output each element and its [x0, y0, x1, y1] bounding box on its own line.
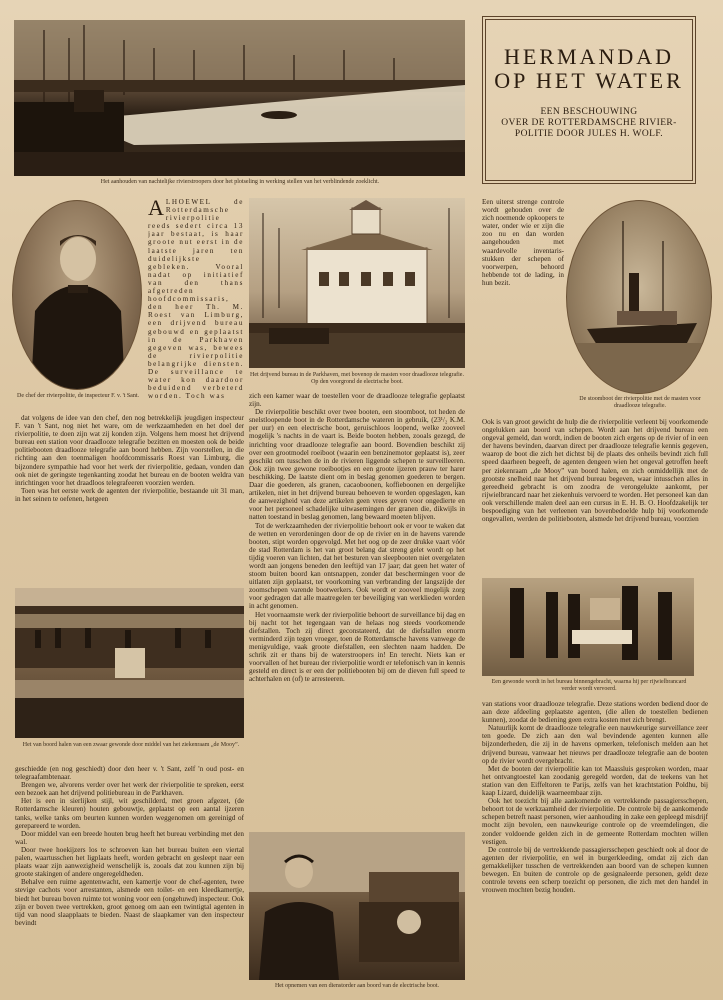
para-bezoek: Brengen we, alvorens verder over het werk der rivierpolitie te spreken, eerst een bezoek aan het drijvend politiebureau in de Parkhaven. — [15, 781, 244, 798]
para-hoekijzers: Door twee hoekijzers los te schroeven kan het bureau buiten een viertal palen, waartusschen het ligplaats heeft, worden gebracht en gesleept naar een plaats waar zijn aanwezigheid wenschelijk is, zooals dat zou kunnen zijn bij groote stakingen of andere ongeregeldheden. — [15, 845, 244, 879]
para-agentenwacht: Behalve een ruime agentenwacht, een kamertje voor de chef-agenten, twee stevige cachots voor arrestanten, alsmede een toilet- en een kleedkamertje, biedt het bureau boven ruimte tot woning voor een (ongehuwd) inspecteur. Ook zijn er boven twee vertrekken, groot genoeg om aan een twintigtal agenten in tijd van nood slaapplaats te bieden. Naast de slaapkamer van den inspecteur bevindt — [15, 878, 244, 927]
inspector-portrait — [12, 200, 142, 390]
intro-text — [148, 198, 244, 413]
dropcap: A — [148, 198, 164, 220]
para-seinen: Toen was het eerste werk de agenten der rivierpolitie, bestaande uit 31 man, in het seinen te oefenen, hetgeen — [15, 486, 244, 503]
title-line1: HERMANDAD — [504, 44, 674, 69]
column3-upper — [482, 198, 564, 428]
caption-inspector: De chef der rivierpolitie, de inspecteur F. v. 't Sant. — [16, 393, 139, 399]
caption-bureau: Het drijvend bureau in de Parkhaven, met bovenop de masten voor draadlooze telegrafie. Op den voorgrond de electrische boot. — [250, 372, 464, 385]
para-controle: Een uiterst strenge controle wordt gehouden over de zich noemende opkoopers te water, onder wie er zijn die zoo nu en dan worden aangehouden met waardevolle inventaris-stukken der schepen of voorwerpen, behoord hebbende tot de lading, in hun bezit. — [482, 198, 564, 287]
caption-steamboat: De stoomboot der rivierpolitie met de masten voor draadlooze telegrafie. — [579, 396, 701, 409]
para-maassluis: Met de booten der rivierpolitie kan tot Maassluis gesproken worden, maar het ontvangtoestel kan zoodanig geregeld worden, dat de teekens van het station van den Eiffeltoren te Parijs, zelfs van het krachtstation Poldhu, bij kaap Lizard, duidelijk waarneembaar zijn. — [482, 764, 708, 798]
subtitle-line2: OVER DE ROTTERDAMSCHE RIVIER- — [501, 118, 677, 128]
title-box — [482, 16, 696, 184]
inspector-figure — [13, 201, 142, 390]
para-hulp-ongelukken: Ook is van groot gewicht de hulp die de rivierpolitie verleent bij voorkomende ongelukken aan boord van schepen. Wordt aan het drijvend bureau een ongeval gemeld, dan wordt, indien de booten zich ergens op de rivier of in een der havens bevinden, daarvan direct per draadlooze telegrafie kennis gegeven, waarop de boot die zich het dichtst bij de plaats des onheils bevindt zich full speed daarheen begeeft, de agenten dengeen wien het ongeval getroffen heeft per ziekenraam „de Mooy” van boord halen, en zich onmiddellijk met de grootste snelheid naar het drijvend bureau begeven, waar intusschen alles in gereedheid gebracht is om zoodra de verongelukte aankomt, per rijwielbrancard naar het ziekenhuis vervoerd te worden. Het personeel kan dan ook verschillende malen deel aan een cursus in E. H. B. O. Hoofdzakelijk ter bespoediging van het verleenen van bovenbedoelde hulp bij voorkomende ongevallen, werden de politiebooten, alsmede het drijvend bureau, voorzien — [482, 418, 708, 524]
para-chef-idea: dat volgens de idee van den chef, den nog betrekkelijk jeugdigen inspecteur F. van 't Sant, nog niet het ware, om de werkzaamheden en het doel der rivierpolitie, te doen zijn wat zij konden zijn. Volgens hem moest het drijvend bureau een station voor draadlooze telegrafie bezitten en moesten ook de beide politiebooten draadlooze telegrafie aan boord hebben. Zijn voorstellen, in die richting aan den toenmaligen hoofdcommissaris Roest van Limburg, die bijzondere sympathie had voor het werk der rivierpolitie, gedaan, vonden dan ook niet de geringste tegenkanting zoodat het bureau en de booten weldra van inrichtingen voor het draadloos telegrafeeren voorzien werden. — [15, 414, 244, 487]
ship-hull — [15, 588, 244, 738]
para-surveillance: Het voornaamste werk der rivierpolitie behoort de surveillance bij dag en bij nacht tot het tegengaan van de helaas nog steeds voorkomende diefstallen. Toch zij direct geconstateerd, dat de diefstallen enorm verminderd zijn tegen vroeger, toen de Rotterdamsche havens vanwege de menigvuldige, vaak groote diefstallen, een slechten naam hadden. De schrik zit er thans bij de waterstroopers in! En terecht. Niets kan er voorvallen of het bureau der rivierpolitie wordt er telefonisch van in kennis gesteld en direct is er een der politiebooten bij om de dieven full speed te achterhalen en (of) te arresteeren. — [249, 610, 465, 684]
steamboat-scene — [567, 201, 712, 394]
para-kamer: zich een kamer waar de toestellen voor de draadlooze telegrafie geplaatst zijn. — [249, 392, 465, 409]
caption-crane: Het van boord halen van een zwaar gewonde door middel van het ziekenraam „de Mooy”. — [22, 742, 240, 748]
para-passagiers: Ook het toezicht bij alle aankomende en vertrekkende passagiersschepen, behoort tot de werkzaamheid der rivierpolitie. De controle bij de aankomende schepen betreft naast personen, wier aanhouding in zake een gepleegd misdrijf mocht zijn bevolen, een nauwkeurige controle op de vreemdelingen, die zonder voldoende gelden zich in de gemeente Rotterdam mochten willen vestigen. — [482, 797, 708, 846]
steamboat-photo — [566, 200, 712, 394]
stretcher-scene — [482, 578, 694, 676]
crane-rescue-photo — [15, 588, 244, 738]
intro-paragraph: LHOEWEL de Rotterdamsche rivierpolitie reeds sedert circa 13 jaar bestaat, is haar groote nut eerst in de laatste jaren ten duidelijkste gebleken. Vooral nadat op initiatief van den thans afgetreden hoofdcommissaris, den heer Th. M. Roest van Limburg, een drijvend bureau gebouwd en geplaatst in de Parkhaven gegeven was, bewees de rivierpolitie belangrijke diensten. De surveillance te water kon daardoor beduidend verbeterd worden. Toch was — [148, 198, 244, 401]
column1-upper — [15, 414, 244, 584]
stretcher-photo — [482, 578, 694, 676]
subtitle-line1: EEN BESCHOUWING — [540, 107, 638, 117]
floating-bureau-photo — [249, 198, 465, 368]
para-surveillance-goede: Natuurlijk komt de draadlooze telegrafie een nauwkeurige surveillance zeer ten goede. De zich aan den wal bevindende agenten kunnen alle bijzonderheden, die zij in de havens opmerken, telefonisch melden aan het drijvend bureau, vanwaar het nieuws per draadlooze telegrafie aan de booten op de rivier wordt overgebracht. — [482, 724, 708, 765]
title-line2: OP HET WATER — [494, 68, 684, 93]
bureau-scene — [249, 198, 465, 368]
caption-stretcher: Een gewonde wordt in het bureau binnengebracht, waarna hij per rijwielbrancard verder wordt vervoerd. — [491, 679, 687, 692]
harbour-searchlight-photo — [14, 20, 465, 176]
caption-harbour: Het aanhouden van nachtelijke rivierstroopers door het plotseling in werking stellen van het verblindende zoeklicht. — [100, 179, 380, 185]
para-oud-ambtenaar: geschiedde (en nog geschiedt) door den heer v. 't Sant, zelf 'n oud post- en telegraafambtenaar. — [15, 765, 244, 782]
column3-lower — [482, 700, 708, 993]
harbour-scene — [14, 20, 465, 176]
column2-text — [249, 392, 465, 828]
caption-operator: Het opnemen van een dienstorder aan boord van de electrische boot. — [274, 983, 440, 989]
column1-lower — [15, 765, 244, 993]
para-werkzaamheden: Tot de werkzaamheden der rivierpolitie behoort ook er voor te waken dat de wetten en verordeningen door de op de rivier en in de havens varende booten, stipt worden opgevolgd. Met het oog op de zeer drukke vaart vóór de stad Rotterdam is het van groot belang dat streng gelet wordt op het tijdig voeren van lichten, dat het besturen van sleepbooten niet overgelaten wordt aan jongens beneden den leeftijd van 17 jaar; dat geen het water of stoom buiten boord kan ontsnappen, zonder dat beschermingen voor de uitlaten zijn geplaatst, ter voorkoming van verbranding der langszijde der zoomschepen varende bootwerkers. Ook wordt er zooveel mogelijk zorg voor gedragen dat alle maatregelen ter beveiliging van werklieden worden in acht genomen. — [249, 521, 465, 611]
subtitle-line3: POLITIE DOOR JULES H. WOLF. — [514, 129, 664, 139]
para-booten: De rivierpolitie beschikt over twee booten, een stoomboot, tot heden de snelstloopende boot in de Rotterdamsche wateren in gebruik, (23¹/₂ K.M. per uur) en een electrische boot, geruischloos loopend, welke zooveel mogelijk 's nachts in de vaart is. Beide booten hebben, zooals gezegd, de inrichting voor draadlooze telegrafie aan boord. Bovendien beschikt zij over een grootmodel roeiboot (waarin een benzinemotor geplaatst is), zeer geschikt om tusschen de in de rivieren liggende schepen te surveilleeren. Ook zijn twee gewone roeibootjes en een groote ijzeren prauw ter harer beschikking. De laatste dient om in beslag genomen goederen te bergen. Daar die goederen, als granen, cacaoboonen, koffieboonen en dergelijke artikelen, niet in het drijvend bureau behoeven te worden opgeslagen, kan de aanwezigheid van deze artikelen geen vrees geven voor ongedierte en voor het personeel schadelijke uitwasemingen der granen die, dikwijls in natten toestand in beslag genomen, lang bewaard moeten blijven. — [249, 408, 465, 522]
para-brug: Door middel van een breede houten brug heeft het bureau verbinding met den wal. — [15, 829, 244, 846]
para-stations: van stations voor draadlooze telegrafie. Deze stations worden bediend door de aan deze afdeeling geplaatste agenten, (die allen de toestellen bedienen kunnen), zoodat de bediening geen extra kosten met zich brengt. — [482, 700, 708, 725]
para-gebouwtje: Het is een in sierlijken stijl, wit geschilderd, met groen afgezet, (de Rotterdamsche kleuren) houten gebouwtje, geplaatst op een aantal ijzeren tanks, welke tanks om beurten kunnen worden weggenomen om gereinigd of gerepareerd te worden. — [15, 797, 244, 830]
wireless-operator-photo — [249, 832, 465, 980]
column3-middle — [482, 418, 708, 572]
para-vertrekkende: De controle bij de vertrekkende passagiersschepen geschiedt ook al door de agenten der rivierpolitie, en wel in burgerkleeding, omdat zij zich dan gemakkelijker tusschen de vertrekkenden aan boord van de schepen kunnen bewegen. En buiten de controle op de gesignaleerde personen, geldt deze controle tevens een scherp toezicht op personen, die zich met den handel in vrouwen mochten bezig houden. — [482, 845, 708, 895]
operator-scene — [249, 832, 465, 980]
